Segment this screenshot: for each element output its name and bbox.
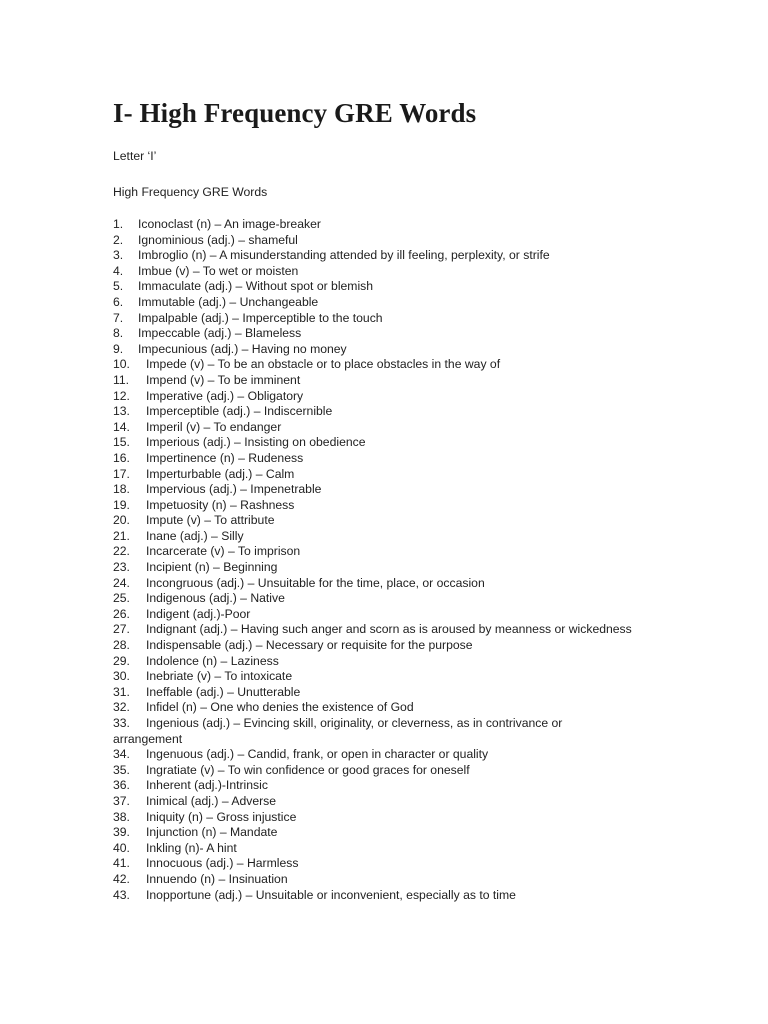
list-item-number: 29. [113, 653, 130, 668]
list-item-number: 33. [113, 716, 130, 730]
list-item-text: Impervious (adj.) – Impenetrable [146, 482, 322, 497]
list-item-number: 15. [113, 435, 130, 450]
list-item-text: Incarcerate (v) – To imprison [146, 544, 301, 559]
letter-heading: Letter ‘I’ [113, 149, 157, 163]
list-item-text: Ineffable (adj.) – Unutterable [146, 684, 301, 699]
list-item [113, 420, 633, 436]
list-item-text: Incongruous (adj.) – Unsuitable for the time, place, or occasion [146, 575, 485, 590]
list-item-number: 28. [113, 638, 130, 653]
list-item-number: 37. [113, 793, 130, 808]
list-item-number: 27. [113, 622, 130, 637]
list-item [113, 856, 633, 872]
list-item-number: 39. [113, 825, 130, 840]
list-item-number: 17. [113, 466, 130, 481]
list-item-number: 26. [113, 606, 130, 621]
list-item-text: Inebriate (v) – To intoxicate [146, 669, 293, 684]
list-item-text: Incipient (n) – Beginning [146, 560, 278, 575]
list-item-text: Impalpable (adj.) – Imperceptible to the touch [138, 310, 383, 325]
list-item [113, 576, 633, 592]
list-item-number: 42. [113, 871, 130, 886]
list-item-text: Indigenous (adj.) – Native [146, 591, 285, 606]
list-item-number: 22. [113, 544, 130, 559]
list-item [113, 529, 633, 545]
list-item-number: 18. [113, 482, 130, 497]
list-item [113, 810, 633, 826]
list-item-number: 40. [113, 840, 130, 855]
list-item-number: 3. [113, 248, 124, 263]
list-item-number: 14. [113, 419, 130, 434]
list-item [113, 326, 633, 342]
list-item [113, 607, 633, 623]
list-item-text: Infidel (n) – One who denies the existence of God [146, 700, 414, 715]
list-item [113, 233, 633, 249]
list-item [113, 513, 633, 529]
list-item-text: Imperious (adj.) – Insisting on obedience [146, 435, 366, 450]
list-item [113, 700, 633, 716]
list-item [113, 389, 633, 405]
list-item-number: 11. [113, 372, 130, 387]
list-item [113, 654, 633, 670]
list-item-number: 5. [113, 279, 124, 294]
list-item-number: 43. [113, 887, 130, 902]
list-item [113, 669, 633, 685]
list-item [113, 825, 633, 841]
list-item [113, 482, 633, 498]
list-subtitle: High Frequency GRE Words [113, 185, 268, 199]
list-item-number: 41. [113, 856, 130, 871]
list-item-number: 34. [113, 747, 130, 762]
list-item-text: Inherent (adj.)-Intrinsic [146, 778, 268, 793]
list-item-number: 21. [113, 528, 130, 543]
list-item-number: 19. [113, 497, 130, 512]
list-item [113, 404, 633, 420]
list-item-text: Ingenious (adj.) – Evincing skill, originality, or cleverness, as in contrivance or arrangement [113, 716, 563, 746]
list-item-text: Imperative (adj.) – Obligatory [146, 388, 304, 403]
list-item-text: Impertinence (n) – Rudeness [146, 450, 304, 465]
list-item [113, 685, 633, 701]
list-item-text: Inkling (n)- A hint [146, 840, 237, 855]
list-item-text: Innocuous (adj.) – Harmless [146, 856, 299, 871]
list-item-text: Injunction (n) – Mandate [146, 825, 278, 840]
list-item [113, 622, 633, 638]
list-item [113, 451, 633, 467]
list-item-number: 32. [113, 700, 130, 715]
list-item-number: 31. [113, 684, 130, 699]
list-item-text: Iniquity (n) – Gross injustice [146, 809, 297, 824]
list-item [113, 342, 633, 358]
list-item-number: 4. [113, 263, 124, 278]
list-item [113, 311, 633, 327]
list-item-number: 36. [113, 778, 130, 793]
list-item [113, 747, 633, 763]
list-item-text: Ignominious (adj.) – shameful [138, 232, 298, 247]
list-item-number: 13. [113, 404, 130, 419]
list-item-number: 25. [113, 591, 130, 606]
list-item-number: 12. [113, 388, 130, 403]
list-item-text: Impend (v) – To be imminent [146, 372, 301, 387]
list-item-number: 23. [113, 560, 130, 575]
list-item-text: Indigent (adj.)-Poor [146, 606, 251, 621]
list-item-text: Ingratiate (v) – To win confidence or good graces for oneself [146, 762, 470, 777]
list-item-number: 35. [113, 762, 130, 777]
list-item [113, 248, 633, 264]
list-item-text: Impute (v) – To attribute [146, 513, 275, 528]
list-item-number: 24. [113, 575, 130, 590]
list-item [113, 763, 633, 779]
list-item-text: Imperturbable (adj.) – Calm [146, 466, 295, 481]
document-page [113, 96, 633, 903]
list-item-number: 30. [113, 669, 130, 684]
list-item-text: Indolence (n) – Laziness [146, 653, 279, 668]
list-item-number: 8. [113, 326, 124, 341]
list-item [113, 591, 633, 607]
list-item [113, 888, 633, 904]
list-item-number: 1. [113, 217, 124, 231]
list-item-number: 20. [113, 513, 130, 528]
list-item-text: Imbue (v) – To wet or moisten [138, 263, 299, 278]
list-item-number: 9. [113, 341, 124, 356]
list-item [113, 357, 633, 373]
list-item-text: Inane (adj.) – Silly [146, 528, 244, 543]
list-item [113, 467, 633, 483]
list-item [113, 872, 633, 888]
list-item-number: 2. [113, 232, 124, 247]
list-item [113, 638, 633, 654]
list-item-number: 6. [113, 294, 124, 309]
list-item [113, 544, 633, 560]
list-item [113, 295, 633, 311]
list-item [113, 279, 633, 295]
list-item-text: Imperil (v) – To endanger [146, 419, 282, 434]
list-item-number: 7. [113, 310, 124, 325]
list-item-number: 10. [113, 357, 130, 372]
list-item-text: Immutable (adj.) – Unchangeable [138, 294, 319, 309]
list-item-text: Imbroglio (n) – A misunderstanding attended by ill feeling, perplexity, or strife [138, 248, 550, 263]
word-list [113, 217, 633, 903]
list-item-text: Indispensable (adj.) – Necessary or requisite for the purpose [146, 638, 473, 653]
list-item-text: Impecunious (adj.) – Having no money [138, 341, 347, 356]
list-item [113, 794, 633, 810]
list-item-text: Indignant (adj.) – Having such anger and scorn as is aroused by meanness or wickedness [146, 622, 632, 637]
list-item-text: Ingenuous (adj.) – Candid, frank, or open in character or quality [146, 747, 489, 762]
list-item-text: Immaculate (adj.) – Without spot or blemish [138, 279, 374, 294]
list-item-text: Impetuosity (n) – Rashness [146, 497, 295, 512]
list-item-number: 38. [113, 809, 130, 824]
list-item-text: Inimical (adj.) – Adverse [146, 793, 277, 808]
list-item-text: Impede (v) – To be an obstacle or to place obstacles in the way of [146, 357, 501, 372]
list-item [113, 373, 633, 389]
list-item [113, 264, 633, 280]
list-item-text: Imperceptible (adj.) – Indiscernible [146, 404, 333, 419]
list-item-text: Innuendo (n) – Insinuation [146, 871, 288, 886]
list-item [113, 217, 633, 233]
list-item [113, 560, 633, 576]
list-item-number: 16. [113, 450, 130, 465]
list-item-text: Inopportune (adj.) – Unsuitable or inconvenient, especially as to time [146, 887, 516, 902]
list-item-text: Iconoclast (n) – An image-breaker [138, 217, 321, 231]
page-title: I- High Frequency GRE Words [113, 98, 477, 128]
list-item [113, 778, 633, 794]
list-item [113, 498, 633, 514]
list-item [113, 841, 633, 857]
list-item-text: Impeccable (adj.) – Blameless [138, 326, 302, 341]
list-item [113, 716, 633, 747]
list-item [113, 435, 633, 451]
